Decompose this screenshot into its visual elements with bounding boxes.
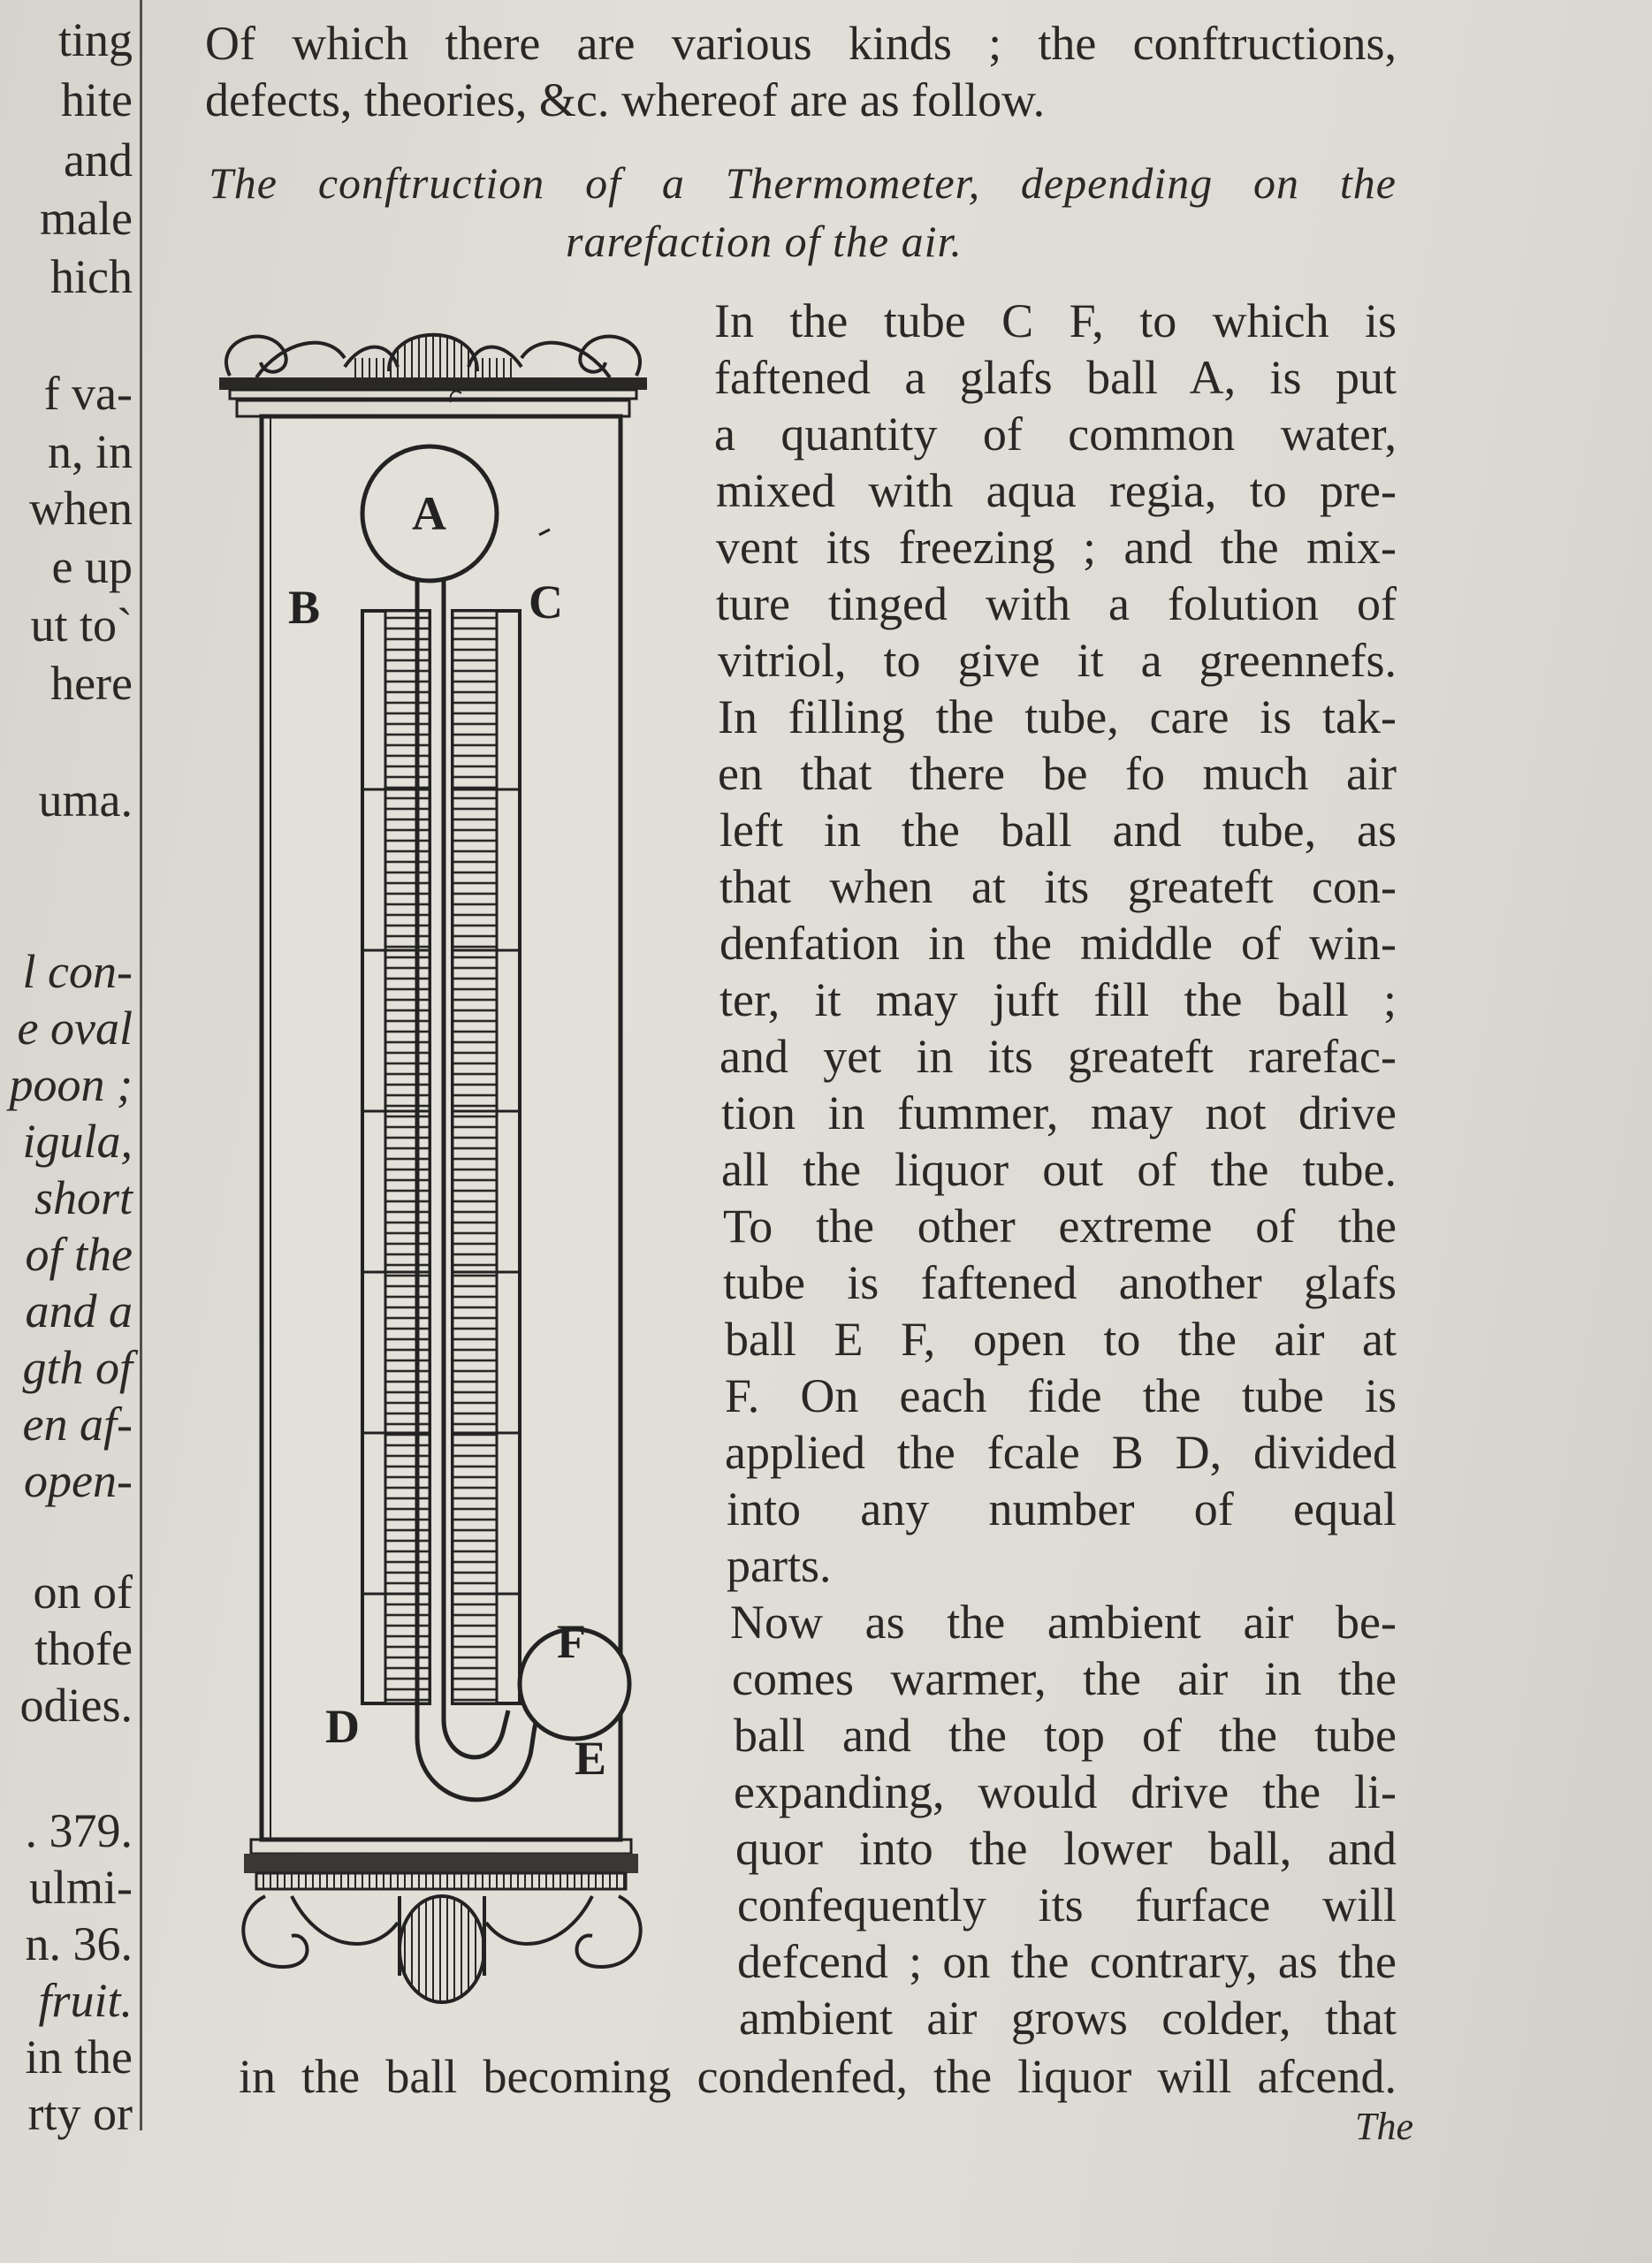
body-line: faftened a glafs ball A, is put bbox=[714, 351, 1397, 404]
left-fragment: hite bbox=[61, 73, 133, 126]
body-line: In the tube C F, to which is bbox=[714, 294, 1397, 347]
left-fragment: ut to` bbox=[30, 598, 133, 651]
left-fragment: open- bbox=[24, 1454, 133, 1507]
left-fragment: e up bbox=[51, 540, 133, 593]
body-line: denfation in the middle of win- bbox=[719, 917, 1397, 970]
left-fragment: ting bbox=[57, 13, 133, 66]
top-cornice bbox=[219, 377, 647, 390]
left-fragment: thofe bbox=[34, 1622, 133, 1675]
left-fragment: f va- bbox=[43, 367, 133, 420]
body-line: applied the fcale B D, divided bbox=[725, 1426, 1397, 1479]
body-line: defcend ; on the contrary, as the bbox=[737, 1935, 1397, 1988]
body-line: all the liquor out of the tube. bbox=[721, 1143, 1397, 1196]
body-line: mixed with aqua regia, to pre- bbox=[716, 464, 1397, 517]
left-fragment: e oval bbox=[17, 1002, 133, 1055]
left-fragment: on of bbox=[33, 1566, 133, 1619]
section-heading-line: rarefaction of the air. bbox=[566, 217, 963, 266]
left-fragment: of the bbox=[25, 1228, 133, 1281]
body-line: a quantity of common water, bbox=[714, 408, 1397, 461]
body-line: quor into the lower ball, and bbox=[735, 1822, 1397, 1875]
bottom-cornice bbox=[244, 1854, 638, 1873]
label-e: E bbox=[575, 1732, 607, 1785]
body-line: comes warmer, the air in the bbox=[732, 1652, 1397, 1705]
bottom-ornament bbox=[243, 1896, 640, 2002]
body-line: and yet in its greateft rarefac- bbox=[719, 1030, 1397, 1083]
left-fragment: . 379. bbox=[25, 1804, 133, 1857]
body-final-line: in the ball becoming condenfed, the liquor will afcend. bbox=[239, 2050, 1397, 2103]
left-fragment: gth of bbox=[22, 1341, 133, 1394]
left-column-fragments bbox=[0, 0, 133, 2157]
left-fragment: and a bbox=[25, 1284, 133, 1337]
body-line: vitriol, to give it a greennefs. bbox=[718, 634, 1397, 687]
left-fragment: odies. bbox=[19, 1679, 133, 1732]
body-line: To the other extreme of the bbox=[723, 1200, 1397, 1253]
body-line: ambient air grows colder, that bbox=[739, 1992, 1397, 2045]
column-rule bbox=[140, 0, 142, 2130]
left-fragment: igula, bbox=[22, 1115, 133, 1168]
intro-line: Of which there are various kinds ; the conftructions, bbox=[205, 17, 1397, 70]
label-f: F bbox=[557, 1615, 586, 1668]
catchword: The bbox=[1355, 2105, 1413, 2148]
left-fragment: n. 36. bbox=[25, 1917, 133, 1970]
intro-line: defects, theories, &c. whereof are as follow. bbox=[205, 73, 1046, 126]
body-line: ter, it may juft fill the ball ; bbox=[719, 973, 1397, 1026]
body-line: ball and the top of the tube bbox=[734, 1709, 1397, 1762]
body-line: expanding, would drive the li- bbox=[734, 1765, 1397, 1818]
label-c: C bbox=[529, 575, 563, 629]
left-fragment: poon ; bbox=[9, 1058, 133, 1111]
label-d: D bbox=[325, 1700, 360, 1753]
section-heading-line: The conftruction of a Thermometer, depending on the bbox=[209, 158, 1397, 208]
left-fragment: here bbox=[50, 657, 133, 710]
left-fragment: male bbox=[40, 192, 133, 245]
body-line: F. On each fide the tube is bbox=[725, 1369, 1397, 1422]
left-fragment: fruit. bbox=[38, 1974, 133, 2027]
left-fragment: hich bbox=[50, 250, 133, 303]
body-line: parts. bbox=[727, 1539, 832, 1592]
body-line: en that there be fo much air bbox=[718, 747, 1397, 800]
body-line: that when at its greateft con- bbox=[719, 860, 1397, 913]
body-line: Now as the ambient air be- bbox=[730, 1596, 1397, 1649]
left-fragment: l con- bbox=[22, 945, 133, 998]
label-b: B bbox=[288, 581, 321, 634]
body-line: left in the ball and tube, as bbox=[719, 804, 1397, 857]
body-line: tube is faftened another glafs bbox=[723, 1256, 1397, 1309]
thermometer-figure bbox=[212, 305, 689, 2024]
left-fragment: in the bbox=[25, 2031, 133, 2084]
left-fragment: n, in bbox=[47, 425, 133, 478]
body-line: vent its freezing ; and the mix- bbox=[716, 521, 1397, 574]
label-a: A bbox=[412, 487, 446, 540]
body-line: confequently its furface will bbox=[737, 1878, 1397, 1932]
left-fragment: uma. bbox=[38, 773, 133, 827]
body-line: In filling the tube, care is tak- bbox=[718, 690, 1397, 743]
body-line: ball E F, open to the air at bbox=[725, 1313, 1397, 1366]
body-line: ture tinged with a folution of bbox=[716, 577, 1397, 630]
body-line: into any number of equal bbox=[727, 1482, 1397, 1535]
top-ornament bbox=[226, 335, 640, 377]
body-line: tion in fummer, may not drive bbox=[721, 1086, 1397, 1139]
left-fragment: rty or bbox=[27, 2087, 133, 2140]
left-fragment: when bbox=[29, 482, 133, 535]
left-fragment: ulmi- bbox=[29, 1861, 133, 1914]
left-fragment: and bbox=[64, 133, 133, 187]
left-fragment: en af- bbox=[22, 1398, 133, 1451]
left-fragment: short bbox=[34, 1171, 133, 1224]
